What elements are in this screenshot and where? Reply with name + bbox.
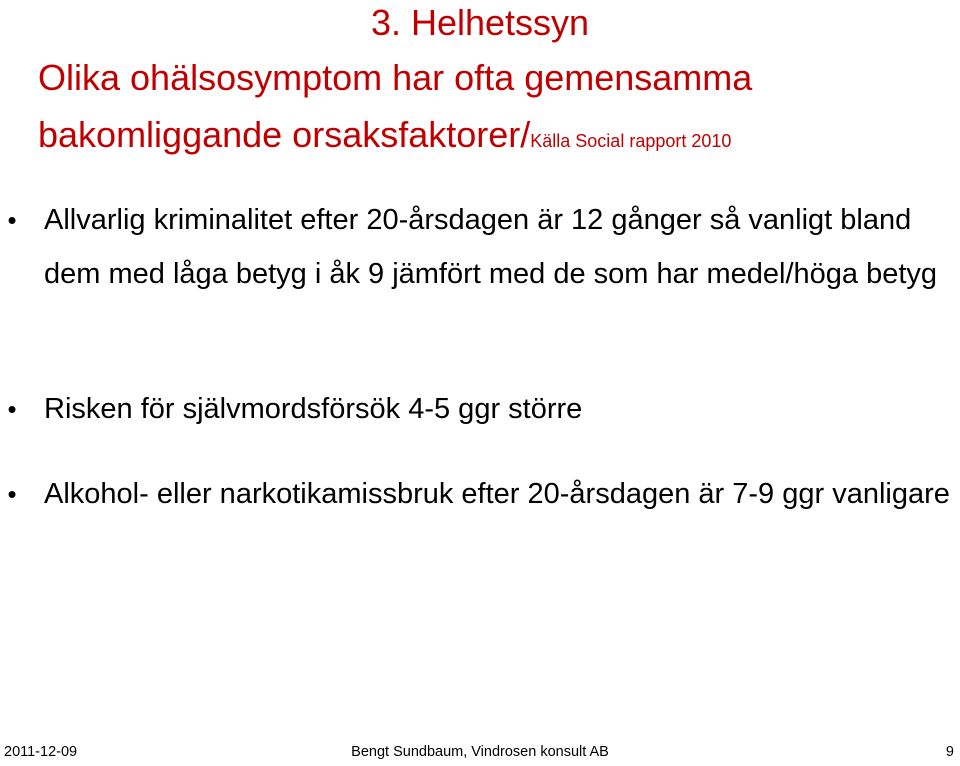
slide-subtitle-line-2 (38, 114, 732, 155)
bullet-item-crime (7, 193, 960, 301)
bullet-item-substance-abuse (7, 467, 960, 521)
bullet-text: Allvarlig kriminalitet efter 20-årsdagen är 12 gånger så vanligt bland dem med låga betyg i åk 9 jämfört med de som har medel/höga betyg (44, 204, 938, 290)
subtitle-text: bakomliggande orsaksfaktorer/ (38, 114, 531, 155)
bullet-dot-icon: • (7, 394, 17, 424)
slide-title: 3. Helhetssyn (370, 2, 590, 43)
bullet-dot-icon: • (7, 479, 17, 509)
slide-subtitle-line-1: Olika ohälsosymptom har ofta gemensamma (38, 57, 753, 98)
bullet-item-suicide-attempt (7, 382, 960, 436)
bullet-dot-icon: • (7, 205, 17, 235)
bullet-text: Risken för självmordsförsök 4-5 ggr större (44, 393, 583, 425)
slide-footer (0, 738, 960, 766)
page-number: 9 (945, 744, 954, 760)
bullet-text: Alkohol- eller narkotikamissbruk efter 20-årsdagen är 7-9 ggr vanligare (44, 478, 950, 510)
source-reference: Källa Social rapport 2010 (530, 131, 732, 151)
footer-author: Bengt Sundbaum, Vindrosen konsult AB (351, 744, 609, 760)
footer-date: 2011-12-09 (4, 744, 78, 760)
